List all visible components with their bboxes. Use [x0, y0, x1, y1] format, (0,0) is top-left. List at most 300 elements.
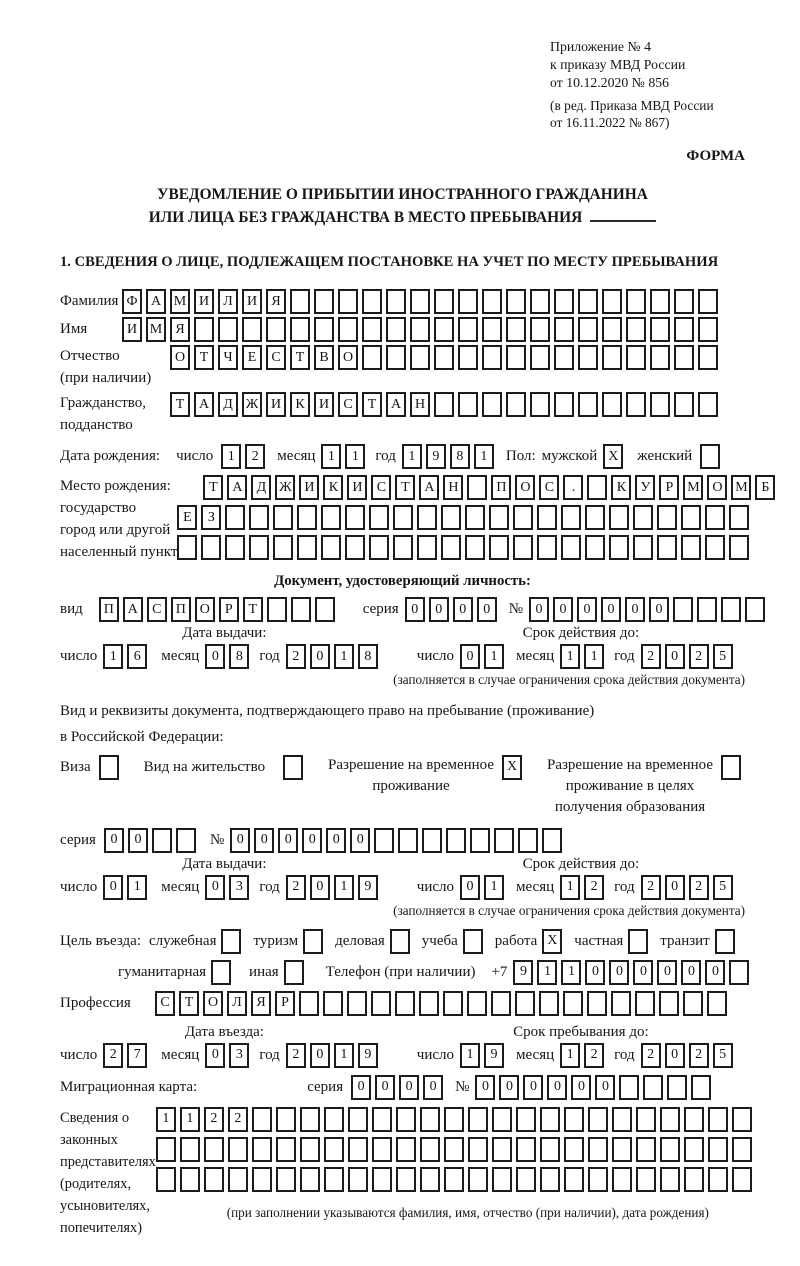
char-box[interactable] — [650, 392, 670, 417]
char-box[interactable] — [681, 535, 701, 560]
char-box[interactable] — [297, 535, 317, 560]
char-box[interactable] — [491, 991, 511, 1016]
purpose-work-checkbox[interactable] — [542, 929, 566, 954]
char-box[interactable] — [176, 828, 196, 853]
char-box[interactable]: 0 — [460, 644, 480, 669]
char-box[interactable] — [721, 597, 741, 622]
char-box[interactable]: 2 — [584, 875, 604, 900]
char-box[interactable]: Ж — [275, 475, 295, 500]
char-box[interactable] — [348, 1107, 368, 1132]
char-box[interactable]: О — [707, 475, 727, 500]
char-box[interactable]: Я — [266, 289, 286, 314]
char-box[interactable] — [564, 1107, 584, 1132]
char-box[interactable] — [530, 317, 550, 342]
char-box[interactable] — [602, 317, 622, 342]
char-box[interactable] — [228, 1167, 248, 1192]
identity-issue-year-boxes[interactable] — [286, 644, 382, 669]
temp-permit-checkbox[interactable] — [502, 755, 526, 780]
char-box[interactable] — [626, 289, 646, 314]
char-box[interactable]: Л — [218, 289, 238, 314]
char-box[interactable] — [540, 1107, 560, 1132]
char-box[interactable] — [324, 1107, 344, 1132]
char-box[interactable] — [338, 289, 358, 314]
permit-issue-month-boxes[interactable] — [205, 875, 253, 900]
char-box[interactable]: Б — [755, 475, 775, 500]
char-box[interactable] — [537, 505, 557, 530]
char-box[interactable] — [458, 317, 478, 342]
char-box[interactable] — [542, 828, 562, 853]
char-box[interactable]: 1 — [537, 960, 557, 985]
char-box[interactable] — [410, 317, 430, 342]
char-box[interactable] — [252, 1107, 272, 1132]
char-box[interactable] — [345, 535, 365, 560]
char-box[interactable] — [489, 505, 509, 530]
identity-valid-year-boxes[interactable] — [641, 644, 737, 669]
char-box[interactable] — [554, 392, 574, 417]
char-box[interactable] — [434, 392, 454, 417]
char-box[interactable]: С — [266, 345, 286, 370]
char-box[interactable] — [347, 991, 367, 1016]
identity-valid-day-boxes[interactable] — [460, 644, 508, 669]
char-box[interactable]: 1 — [460, 1043, 480, 1068]
char-box[interactable] — [657, 505, 677, 530]
char-box[interactable]: 0 — [326, 828, 346, 853]
char-box[interactable] — [515, 991, 535, 1016]
char-box[interactable]: Р — [219, 597, 239, 622]
char-box[interactable]: 0 — [553, 597, 573, 622]
char-box[interactable] — [705, 535, 725, 560]
char-box[interactable]: Ж — [242, 392, 262, 417]
char-box[interactable]: О — [170, 345, 190, 370]
char-box[interactable]: К — [611, 475, 631, 500]
stay-year-boxes[interactable] — [641, 1043, 737, 1068]
char-box[interactable] — [468, 1107, 488, 1132]
char-box[interactable] — [732, 1107, 752, 1132]
char-box[interactable] — [643, 1075, 663, 1100]
char-box[interactable] — [266, 317, 286, 342]
char-box[interactable] — [494, 828, 514, 853]
char-box[interactable] — [276, 1137, 296, 1162]
char-box[interactable] — [506, 345, 526, 370]
char-box[interactable]: 1 — [560, 1043, 580, 1068]
char-box[interactable] — [249, 505, 269, 530]
char-box[interactable] — [697, 597, 717, 622]
identity-valid-month-boxes[interactable] — [560, 644, 608, 669]
char-box[interactable]: И — [122, 317, 142, 342]
char-box[interactable]: З — [201, 505, 221, 530]
char-box[interactable]: И — [266, 392, 286, 417]
char-box[interactable] — [530, 289, 550, 314]
char-box[interactable]: 1 — [345, 444, 365, 469]
char-box[interactable]: 0 — [375, 1075, 395, 1100]
char-box[interactable]: А — [386, 392, 406, 417]
char-box[interactable]: 0 — [103, 875, 123, 900]
migration-series-boxes[interactable] — [351, 1075, 447, 1100]
char-box[interactable]: 8 — [229, 644, 249, 669]
char-box[interactable] — [315, 597, 335, 622]
char-box[interactable] — [252, 1137, 272, 1162]
char-box[interactable] — [393, 535, 413, 560]
birth-day-boxes[interactable] — [221, 444, 269, 469]
char-box[interactable] — [540, 1167, 560, 1192]
char-box[interactable]: 0 — [665, 1043, 685, 1068]
char-box[interactable] — [561, 505, 581, 530]
representatives-row1-boxes[interactable] — [156, 1107, 756, 1132]
char-box[interactable]: 0 — [595, 1075, 615, 1100]
birth-place-row1-boxes[interactable] — [203, 475, 779, 500]
permit-series-boxes[interactable] — [104, 828, 200, 853]
doc-number-boxes[interactable] — [529, 597, 769, 622]
char-box[interactable] — [492, 1107, 512, 1132]
char-box[interactable] — [434, 317, 454, 342]
char-box[interactable]: 0 — [609, 960, 629, 985]
char-box[interactable] — [221, 929, 241, 954]
char-box[interactable]: Н — [410, 392, 430, 417]
char-box[interactable]: К — [323, 475, 343, 500]
char-box[interactable] — [684, 1137, 704, 1162]
char-box[interactable] — [539, 991, 559, 1016]
char-box[interactable]: 2 — [245, 444, 265, 469]
char-box[interactable] — [554, 345, 574, 370]
char-box[interactable] — [284, 960, 304, 985]
char-box[interactable] — [393, 505, 413, 530]
char-box[interactable]: 0 — [705, 960, 725, 985]
stay-month-boxes[interactable] — [560, 1043, 608, 1068]
char-box[interactable] — [303, 929, 323, 954]
char-box[interactable]: 0 — [310, 875, 330, 900]
char-box[interactable] — [422, 828, 442, 853]
char-box[interactable] — [635, 991, 655, 1016]
char-box[interactable]: 0 — [310, 644, 330, 669]
char-box[interactable]: 0 — [453, 597, 473, 622]
char-box[interactable]: 1 — [560, 875, 580, 900]
char-box[interactable] — [674, 317, 694, 342]
char-box[interactable] — [228, 1137, 248, 1162]
char-box[interactable] — [683, 991, 703, 1016]
char-box[interactable]: П — [171, 597, 191, 622]
char-box[interactable]: 1 — [103, 644, 123, 669]
purpose-business-checkbox[interactable] — [221, 929, 245, 954]
char-box[interactable]: 9 — [484, 1043, 504, 1068]
char-box[interactable] — [516, 1107, 536, 1132]
char-box[interactable]: Е — [242, 345, 262, 370]
char-box[interactable]: 9 — [513, 960, 533, 985]
char-box[interactable] — [249, 535, 269, 560]
char-box[interactable] — [345, 505, 365, 530]
char-box[interactable] — [705, 505, 725, 530]
char-box[interactable] — [267, 597, 287, 622]
permit-number-boxes[interactable] — [230, 828, 566, 853]
char-box[interactable] — [374, 828, 394, 853]
char-box[interactable] — [513, 505, 533, 530]
char-box[interactable] — [698, 345, 718, 370]
char-box[interactable] — [516, 1137, 536, 1162]
char-box[interactable] — [321, 535, 341, 560]
char-box[interactable] — [417, 535, 437, 560]
char-box[interactable] — [585, 535, 605, 560]
char-box[interactable]: 1 — [484, 875, 504, 900]
char-box[interactable]: 3 — [229, 875, 249, 900]
char-box[interactable] — [619, 1075, 639, 1100]
patronymic-boxes[interactable] — [170, 345, 722, 370]
char-box[interactable] — [626, 392, 646, 417]
char-box[interactable]: 7 — [127, 1043, 147, 1068]
char-box[interactable]: Т — [362, 392, 382, 417]
char-box[interactable] — [372, 1167, 392, 1192]
char-box[interactable]: 1 — [561, 960, 581, 985]
char-box[interactable] — [506, 289, 526, 314]
char-box[interactable] — [156, 1167, 176, 1192]
char-box[interactable] — [300, 1137, 320, 1162]
char-box[interactable]: 0 — [423, 1075, 443, 1100]
char-box[interactable] — [324, 1167, 344, 1192]
char-box[interactable] — [588, 1107, 608, 1132]
char-box[interactable]: 0 — [633, 960, 653, 985]
char-box[interactable]: 0 — [310, 1043, 330, 1068]
char-box[interactable] — [398, 828, 418, 853]
char-box[interactable]: П — [99, 597, 119, 622]
char-box[interactable] — [297, 505, 317, 530]
char-box[interactable] — [587, 991, 607, 1016]
permit-valid-day-boxes[interactable] — [460, 875, 508, 900]
char-box[interactable] — [602, 289, 622, 314]
char-box[interactable] — [211, 960, 231, 985]
char-box[interactable] — [420, 1107, 440, 1132]
male-checkbox[interactable] — [603, 444, 627, 469]
char-box[interactable]: А — [194, 392, 214, 417]
char-box[interactable] — [369, 535, 389, 560]
char-box[interactable] — [470, 828, 490, 853]
char-box[interactable]: Д — [218, 392, 238, 417]
char-box[interactable] — [530, 345, 550, 370]
char-box[interactable]: А — [227, 475, 247, 500]
char-box[interactable] — [194, 317, 214, 342]
char-box[interactable]: 1 — [334, 1043, 354, 1068]
char-box[interactable] — [204, 1167, 224, 1192]
char-box[interactable] — [732, 1137, 752, 1162]
char-box[interactable] — [578, 289, 598, 314]
char-box[interactable] — [299, 991, 319, 1016]
char-box[interactable] — [444, 1167, 464, 1192]
char-box[interactable] — [242, 317, 262, 342]
char-box[interactable] — [482, 345, 502, 370]
char-box[interactable] — [626, 345, 646, 370]
char-box[interactable]: 5 — [713, 644, 733, 669]
char-box[interactable]: 1 — [560, 644, 580, 669]
char-box[interactable] — [585, 505, 605, 530]
char-box[interactable] — [612, 1167, 632, 1192]
char-box[interactable] — [441, 535, 461, 560]
birth-place-row2-boxes[interactable] — [177, 505, 753, 530]
char-box[interactable]: У — [635, 475, 655, 500]
char-box[interactable]: М — [683, 475, 703, 500]
char-box[interactable]: 0 — [681, 960, 701, 985]
char-box[interactable]: О — [515, 475, 535, 500]
char-box[interactable]: 5 — [713, 875, 733, 900]
char-box[interactable]: 0 — [649, 597, 669, 622]
char-box[interactable] — [588, 1167, 608, 1192]
char-box[interactable]: 2 — [286, 644, 306, 669]
char-box[interactable]: 0 — [665, 875, 685, 900]
char-box[interactable]: 0 — [128, 828, 148, 853]
char-box[interactable]: 2 — [689, 644, 709, 669]
char-box[interactable] — [372, 1137, 392, 1162]
char-box[interactable] — [446, 828, 466, 853]
char-box[interactable] — [468, 1167, 488, 1192]
char-box[interactable]: 9 — [358, 875, 378, 900]
char-box[interactable] — [698, 289, 718, 314]
char-box[interactable]: 1 — [156, 1107, 176, 1132]
char-box[interactable] — [660, 1167, 680, 1192]
char-box[interactable]: 0 — [657, 960, 677, 985]
char-box[interactable] — [444, 1137, 464, 1162]
edu-permit-checkbox[interactable] — [721, 755, 745, 780]
char-box[interactable] — [180, 1167, 200, 1192]
char-box[interactable] — [506, 392, 526, 417]
char-box[interactable]: А — [419, 475, 439, 500]
phone-boxes[interactable] — [513, 960, 753, 985]
purpose-other-checkbox[interactable] — [284, 960, 308, 985]
char-box[interactable]: 1 — [180, 1107, 200, 1132]
char-box[interactable] — [390, 929, 410, 954]
char-box[interactable]: 0 — [429, 597, 449, 622]
char-box[interactable] — [489, 535, 509, 560]
char-box[interactable] — [324, 1137, 344, 1162]
char-box[interactable] — [674, 289, 694, 314]
char-box[interactable]: 2 — [584, 1043, 604, 1068]
char-box[interactable]: 0 — [601, 597, 621, 622]
char-box[interactable]: 0 — [499, 1075, 519, 1100]
char-box[interactable] — [684, 1167, 704, 1192]
birth-year-boxes[interactable] — [402, 444, 498, 469]
char-box[interactable] — [291, 597, 311, 622]
char-box[interactable] — [458, 345, 478, 370]
char-box[interactable] — [283, 755, 303, 780]
char-box[interactable] — [611, 991, 631, 1016]
char-box[interactable] — [434, 289, 454, 314]
char-box[interactable] — [681, 505, 701, 530]
char-box[interactable]: 0 — [302, 828, 322, 853]
representatives-row2-boxes[interactable] — [156, 1137, 756, 1162]
char-box[interactable]: 1 — [484, 644, 504, 669]
char-box[interactable] — [729, 535, 749, 560]
char-box[interactable] — [482, 392, 502, 417]
char-box[interactable] — [537, 535, 557, 560]
char-box[interactable]: Л — [227, 991, 247, 1016]
char-box[interactable] — [290, 289, 310, 314]
char-box[interactable] — [492, 1167, 512, 1192]
char-box[interactable] — [684, 1107, 704, 1132]
char-box[interactable]: 0 — [104, 828, 124, 853]
char-box[interactable]: Т — [203, 475, 223, 500]
char-box[interactable] — [636, 1107, 656, 1132]
char-box[interactable] — [420, 1137, 440, 1162]
char-box[interactable]: Ф — [122, 289, 142, 314]
char-box[interactable] — [463, 929, 483, 954]
char-box[interactable]: Т — [179, 991, 199, 1016]
char-box[interactable]: 8 — [358, 644, 378, 669]
char-box[interactable]: М — [170, 289, 190, 314]
char-box[interactable] — [99, 755, 119, 780]
char-box[interactable]: 0 — [477, 597, 497, 622]
char-box[interactable]: 1 — [334, 644, 354, 669]
purpose-humanitarian-checkbox[interactable] — [211, 960, 235, 985]
char-box[interactable] — [371, 991, 391, 1016]
female-checkbox[interactable] — [700, 444, 724, 469]
char-box[interactable] — [745, 597, 765, 622]
char-box[interactable]: 1 — [334, 875, 354, 900]
char-box[interactable]: А — [123, 597, 143, 622]
char-box[interactable] — [467, 475, 487, 500]
char-box[interactable]: 0 — [205, 1043, 225, 1068]
char-box[interactable] — [465, 505, 485, 530]
char-box[interactable] — [369, 505, 389, 530]
char-box[interactable] — [314, 289, 334, 314]
char-box[interactable] — [273, 535, 293, 560]
char-box[interactable]: 0 — [278, 828, 298, 853]
permit-issue-year-boxes[interactable] — [286, 875, 382, 900]
char-box[interactable] — [660, 1107, 680, 1132]
char-box[interactable]: В — [314, 345, 334, 370]
profession-boxes[interactable] — [155, 991, 731, 1016]
doc-series-boxes[interactable] — [405, 597, 501, 622]
char-box[interactable]: М — [146, 317, 166, 342]
identity-issue-month-boxes[interactable] — [205, 644, 253, 669]
char-box[interactable]: 1 — [127, 875, 147, 900]
char-box[interactable]: 5 — [713, 1043, 733, 1068]
char-box[interactable]: С — [539, 475, 559, 500]
birth-place-row3-boxes[interactable] — [177, 535, 753, 560]
char-box[interactable]: И — [299, 475, 319, 500]
char-box[interactable]: А — [146, 289, 166, 314]
entry-month-boxes[interactable] — [205, 1043, 253, 1068]
char-box[interactable] — [674, 392, 694, 417]
char-box[interactable] — [516, 1167, 536, 1192]
char-box[interactable] — [602, 345, 622, 370]
char-box[interactable]: 2 — [286, 1043, 306, 1068]
char-box[interactable]: Д — [251, 475, 271, 500]
char-box[interactable] — [636, 1167, 656, 1192]
purpose-tourism-checkbox[interactable] — [303, 929, 327, 954]
char-box[interactable] — [700, 444, 720, 469]
char-box[interactable]: С — [147, 597, 167, 622]
char-box[interactable] — [362, 289, 382, 314]
entry-year-boxes[interactable] — [286, 1043, 382, 1068]
char-box[interactable] — [729, 505, 749, 530]
char-box[interactable] — [444, 1107, 464, 1132]
char-box[interactable]: 0 — [405, 597, 425, 622]
char-box[interactable]: 0 — [523, 1075, 543, 1100]
char-box[interactable] — [396, 1167, 416, 1192]
surname-boxes[interactable] — [122, 289, 722, 314]
char-box[interactable] — [578, 345, 598, 370]
char-box[interactable]: Я — [170, 317, 190, 342]
char-box[interactable] — [715, 929, 735, 954]
char-box[interactable] — [657, 535, 677, 560]
char-box[interactable] — [156, 1137, 176, 1162]
char-box[interactable]: 0 — [205, 644, 225, 669]
char-box[interactable] — [482, 317, 502, 342]
char-box[interactable] — [338, 317, 358, 342]
char-box[interactable]: X — [603, 444, 623, 469]
char-box[interactable] — [578, 392, 598, 417]
char-box[interactable] — [419, 991, 439, 1016]
char-box[interactable] — [721, 755, 741, 780]
char-box[interactable]: Т — [395, 475, 415, 500]
char-box[interactable] — [554, 317, 574, 342]
char-box[interactable] — [588, 1137, 608, 1162]
char-box[interactable] — [650, 345, 670, 370]
